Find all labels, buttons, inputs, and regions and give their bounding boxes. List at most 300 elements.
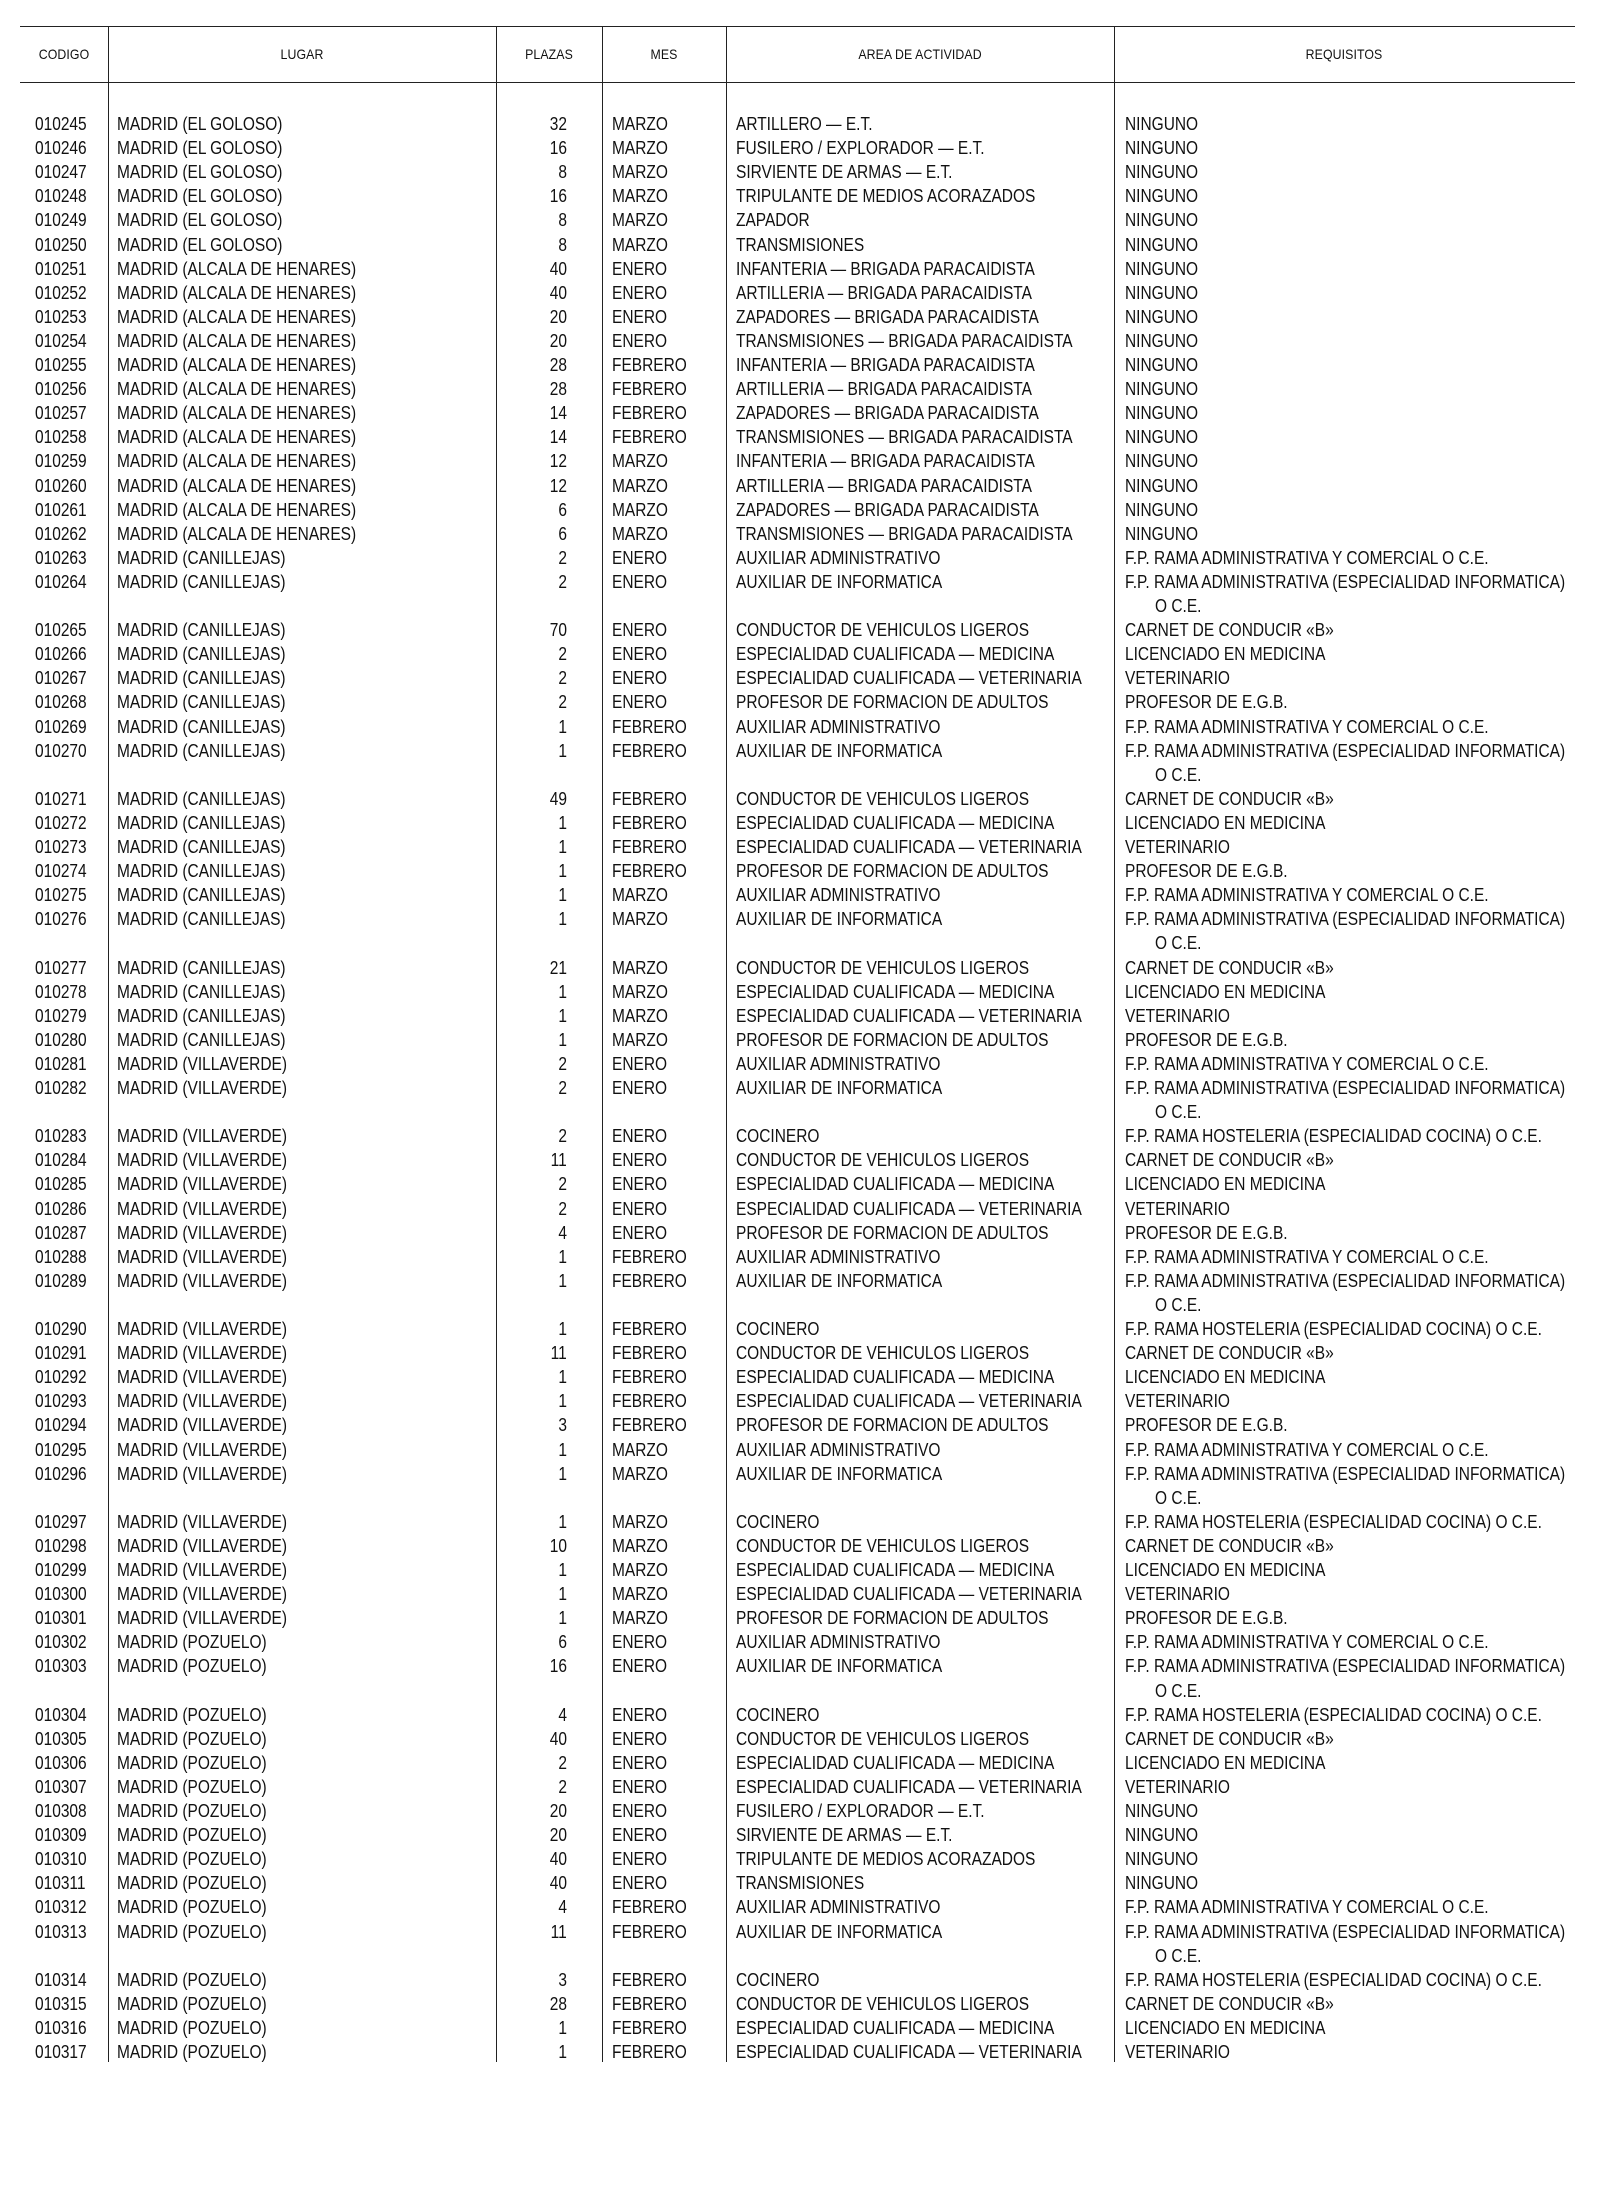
codigo-cell: 010279 — [35, 1005, 87, 1026]
area-cell: ESPECIALIDAD CUALIFICADA — MEDICINA — [736, 981, 1055, 1002]
table-row — [0, 1799, 1598, 1823]
codigo-cell: 010270 — [35, 740, 87, 761]
plazas-cell: 2 — [558, 1174, 567, 1195]
codigo-cell: 010262 — [35, 523, 87, 544]
requisitos-cell: F.P. RAMA ADMINISTRATIVA (ESPECIALIDAD INFORMATICA) — [1125, 1921, 1566, 1942]
requisitos-cell: NINGUNO — [1125, 114, 1199, 134]
requisitos-cell: VETERINARIO — [1125, 1776, 1230, 1797]
requisitos-cell: LICENCIADO EN MEDICINA — [1125, 1367, 1326, 1388]
plazas-cell: 20 — [549, 306, 567, 327]
codigo-cell: 010293 — [35, 1391, 87, 1412]
table-row — [0, 1775, 1598, 1799]
mes-cell: MARZO — [612, 499, 668, 520]
table-row — [0, 2016, 1598, 2040]
table-row — [0, 546, 1598, 570]
lugar-cell: MADRID (CANILLEJAS) — [117, 716, 286, 737]
mes-cell: FEBRERO — [612, 812, 687, 833]
mes-cell: MARZO — [612, 885, 668, 906]
mes-cell: ENERO — [612, 1825, 668, 1846]
area-cell: COCINERO — [736, 1126, 820, 1147]
mes-cell: FEBRERO — [612, 403, 687, 424]
codigo-cell: 010274 — [35, 861, 87, 882]
requisitos-cell: CARNET DE CONDUCIR «B» — [1125, 788, 1334, 809]
area-cell: PROFESOR DE FORMACION DE ADULTOS — [736, 1222, 1049, 1243]
table-row — [0, 1269, 1598, 1293]
area-cell: ESPECIALIDAD CUALIFICADA — VETERINARIA — [736, 1198, 1082, 1219]
codigo-cell: 010257 — [35, 403, 87, 424]
requisitos-cell: F.P. RAMA ADMINISTRATIVA Y COMERCIAL O C.E. — [1125, 1632, 1489, 1653]
codigo-cell: 010310 — [35, 1849, 87, 1870]
table-row — [0, 1703, 1598, 1727]
requisitos-cell: NINGUNO — [1125, 186, 1199, 207]
mes-cell: FEBRERO — [612, 2017, 687, 2038]
requisitos-cell: F.P. RAMA ADMINISTRATIVA (ESPECIALIDAD INFORMATICA) — [1125, 1078, 1566, 1098]
area-cell: CONDUCTOR DE VEHICULOS LIGEROS — [736, 1150, 1030, 1171]
area-cell: ZAPADORES — BRIGADA PARACAIDISTA — [736, 499, 1039, 520]
table-row — [0, 811, 1598, 835]
lugar-cell: MADRID (CANILLEJAS) — [117, 571, 286, 592]
area-cell: FUSILERO / EXPLORADOR — E.T. — [736, 1801, 985, 1821]
plazas-cell: 1 — [558, 885, 567, 906]
codigo-cell: 010271 — [35, 788, 87, 809]
lugar-cell: MADRID (CANILLEJAS) — [117, 909, 286, 930]
requisitos-continuation: O C.E. — [1155, 1945, 1202, 1966]
requisitos-continuation: O C.E. — [1155, 1102, 1202, 1123]
table-row — [0, 1197, 1598, 1221]
codigo-cell: 010267 — [35, 668, 87, 689]
lugar-cell: MADRID (VILLAVERDE) — [117, 1174, 288, 1195]
lugar-cell: MADRID (VILLAVERDE) — [117, 1150, 288, 1171]
codigo-cell: 010285 — [35, 1174, 87, 1195]
area-cell: TRANSMISIONES — [736, 1873, 865, 1894]
plazas-cell: 2 — [558, 1126, 567, 1147]
mes-cell: FEBRERO — [612, 1993, 687, 2014]
area-cell: AUXILIAR DE INFORMATICA — [736, 1463, 943, 1484]
table-row — [0, 498, 1598, 522]
lugar-cell: MADRID (POZUELO) — [117, 1632, 267, 1653]
lugar-cell: MADRID (POZUELO) — [117, 1849, 267, 1870]
lugar-cell: MADRID (VILLAVERDE) — [117, 1560, 288, 1580]
requisitos-cell: NINGUNO — [1125, 523, 1199, 544]
lugar-cell: MADRID (ALCALA DE HENARES) — [117, 330, 357, 351]
codigo-cell: 010265 — [35, 620, 87, 641]
codigo-cell: 010314 — [35, 1969, 87, 1990]
plazas-cell: 28 — [549, 355, 567, 375]
plazas-cell: 11 — [550, 1150, 567, 1171]
requisitos-cell: LICENCIADO EN MEDICINA — [1125, 1560, 1326, 1580]
plazas-cell: 2 — [558, 692, 567, 713]
codigo-cell: 010315 — [35, 1993, 87, 2014]
mes-cell: FEBRERO — [612, 1343, 687, 1364]
plazas-cell: 16 — [549, 138, 567, 159]
mes-cell: MARZO — [612, 1560, 668, 1580]
requisitos-cell: F.P. RAMA ADMINISTRATIVA Y COMERCIAL O C.E. — [1125, 1053, 1489, 1074]
mes-cell: ENERO — [612, 1752, 668, 1773]
mes-cell: MARZO — [612, 1005, 668, 1026]
lugar-cell: MADRID (CANILLEJAS) — [117, 788, 286, 809]
area-cell: AUXILIAR DE INFORMATICA — [736, 1270, 943, 1291]
table-row — [0, 570, 1598, 594]
mes-cell: FEBRERO — [612, 1415, 687, 1436]
requisitos-cell: NINGUNO — [1125, 162, 1199, 183]
lugar-cell: MADRID (EL GOLOSO) — [117, 210, 283, 231]
plazas-cell: 3 — [558, 1415, 567, 1436]
table-row — [0, 618, 1598, 642]
plazas-cell: 1 — [558, 1029, 567, 1050]
table-row — [0, 1389, 1598, 1413]
mes-cell: FEBRERO — [612, 1897, 687, 1918]
lugar-cell: MADRID (EL GOLOSO) — [117, 234, 283, 255]
codigo-cell: 010266 — [35, 644, 87, 665]
plazas-cell: 4 — [558, 1222, 567, 1243]
lugar-cell: MADRID (POZUELO) — [117, 2042, 267, 2062]
requisitos-cell: VETERINARIO — [1125, 837, 1230, 857]
codigo-cell: 010307 — [35, 1776, 87, 1797]
table-row — [0, 1582, 1598, 1606]
table-row — [0, 1895, 1598, 1919]
lugar-cell: MADRID (EL GOLOSO) — [117, 114, 283, 134]
mes-cell: ENERO — [612, 620, 668, 641]
area-cell: CONDUCTOR DE VEHICULOS LIGEROS — [736, 1728, 1030, 1749]
requisitos-cell: NINGUNO — [1125, 1801, 1199, 1821]
area-cell: ESPECIALIDAD CUALIFICADA — VETERINARIA — [736, 2042, 1082, 2062]
lugar-cell: MADRID (ALCALA DE HENARES) — [117, 355, 357, 375]
plazas-cell: 40 — [549, 1849, 567, 1870]
table-row — [0, 739, 1598, 763]
requisitos-cell: F.P. RAMA ADMINISTRATIVA Y COMERCIAL O C.E. — [1125, 716, 1489, 737]
lugar-cell: MADRID (VILLAVERDE) — [117, 1222, 288, 1243]
codigo-cell: 010299 — [35, 1560, 87, 1580]
area-cell: AUXILIAR DE INFORMATICA — [736, 1921, 943, 1942]
mes-cell: MARZO — [612, 234, 668, 255]
table-row — [0, 1076, 1598, 1100]
codigo-cell: 010303 — [35, 1656, 87, 1677]
table-row — [0, 1630, 1598, 1654]
area-cell: AUXILIAR ADMINISTRATIVO — [736, 1053, 941, 1074]
mes-cell: FEBRERO — [612, 788, 687, 809]
requisitos-cell: VETERINARIO — [1125, 2042, 1230, 2062]
codigo-cell: 010306 — [35, 1752, 87, 1773]
requisitos-cell: NINGUNO — [1125, 475, 1199, 496]
requisitos-cell: VETERINARIO — [1125, 1198, 1230, 1219]
table-row — [0, 377, 1598, 401]
codigo-cell: 010281 — [35, 1053, 87, 1074]
requisitos-cell: LICENCIADO EN MEDICINA — [1125, 812, 1326, 833]
table-row — [0, 1172, 1598, 1196]
area-cell: ESPECIALIDAD CUALIFICADA — VETERINARIA — [736, 1584, 1082, 1605]
codigo-cell: 010250 — [35, 234, 87, 255]
area-cell: FUSILERO / EXPLORADOR — E.T. — [736, 138, 985, 159]
lugar-cell: MADRID (POZUELO) — [117, 1704, 267, 1725]
plazas-cell: 2 — [558, 1198, 567, 1219]
table-row — [0, 883, 1598, 907]
codigo-cell: 010278 — [35, 981, 87, 1002]
lugar-cell: MADRID (POZUELO) — [117, 1728, 267, 1749]
mes-cell: ENERO — [612, 330, 668, 351]
table-row — [0, 281, 1598, 305]
table-row — [0, 666, 1598, 690]
header-plazas: PLAZAS — [525, 46, 573, 62]
plazas-cell: 32 — [549, 114, 567, 134]
mes-cell: ENERO — [612, 1849, 668, 1870]
requisitos-cell: F.P. RAMA ADMINISTRATIVA (ESPECIALIDAD INFORMATICA) — [1125, 1463, 1566, 1484]
plazas-cell: 28 — [549, 1993, 567, 2014]
lugar-cell: MADRID (VILLAVERDE) — [117, 1053, 288, 1074]
table-row — [0, 1052, 1598, 1076]
lugar-cell: MADRID (CANILLEJAS) — [117, 644, 286, 665]
area-cell: ESPECIALIDAD CUALIFICADA — MEDICINA — [736, 1560, 1055, 1580]
plazas-cell: 2 — [558, 1776, 567, 1797]
plazas-cell: 1 — [558, 1560, 567, 1580]
plazas-cell: 1 — [558, 1608, 567, 1629]
requisitos-continuation: O C.E. — [1155, 933, 1202, 954]
table-row — [0, 1871, 1598, 1895]
codigo-cell: 010280 — [35, 1029, 87, 1050]
requisitos-cell: NINGUNO — [1125, 451, 1199, 472]
header-lugar: LUGAR — [280, 46, 324, 62]
mes-cell: FEBRERO — [612, 427, 687, 448]
table-row — [0, 136, 1598, 160]
table-row — [0, 1221, 1598, 1245]
area-cell: ZAPADORES — BRIGADA PARACAIDISTA — [736, 306, 1039, 327]
codigo-cell: 010273 — [35, 837, 87, 857]
requisitos-continuation: O C.E. — [1155, 1294, 1202, 1315]
codigo-cell: 010246 — [35, 138, 87, 159]
requisitos-cell: PROFESOR DE E.G.B. — [1125, 861, 1288, 882]
table-row — [0, 1606, 1598, 1630]
requisitos-continuation: O C.E. — [1155, 596, 1202, 616]
area-cell: ESPECIALIDAD CUALIFICADA — MEDICINA — [736, 1752, 1055, 1773]
codigo-cell: 010248 — [35, 186, 87, 207]
table-row — [0, 1341, 1598, 1365]
codigo-cell: 010275 — [35, 885, 87, 906]
lugar-cell: MADRID (VILLAVERDE) — [117, 1511, 288, 1532]
plazas-cell: 1 — [558, 981, 567, 1002]
area-cell: COCINERO — [736, 1969, 820, 1990]
mes-cell: ENERO — [612, 1656, 668, 1677]
requisitos-cell: F.P. RAMA ADMINISTRATIVA Y COMERCIAL O C.E. — [1125, 1439, 1489, 1460]
codigo-cell: 010297 — [35, 1511, 87, 1532]
plazas-cell: 10 — [549, 1535, 567, 1556]
mes-cell: MARZO — [612, 981, 668, 1002]
lugar-cell: MADRID (VILLAVERDE) — [117, 1415, 288, 1436]
lugar-cell: MADRID (ALCALA DE HENARES) — [117, 451, 357, 472]
codigo-cell: 010290 — [35, 1319, 87, 1339]
codigo-cell: 010301 — [35, 1608, 87, 1629]
requisitos-cell: PROFESOR DE E.G.B. — [1125, 1029, 1288, 1050]
codigo-cell: 010296 — [35, 1463, 87, 1484]
table-row — [0, 859, 1598, 883]
codigo-cell: 010308 — [35, 1801, 87, 1821]
mes-cell: ENERO — [612, 1222, 668, 1243]
plazas-cell: 8 — [558, 162, 567, 183]
lugar-cell: MADRID (ALCALA DE HENARES) — [117, 523, 357, 544]
plazas-cell: 1 — [558, 1319, 567, 1339]
lugar-cell: MADRID (VILLAVERDE) — [117, 1343, 288, 1364]
lugar-cell: MADRID (ALCALA DE HENARES) — [117, 499, 357, 520]
lugar-cell: MADRID (ALCALA DE HENARES) — [117, 258, 357, 279]
requisitos-cell: LICENCIADO EN MEDICINA — [1125, 981, 1326, 1002]
requisitos-cell: NINGUNO — [1125, 282, 1199, 303]
plazas-cell: 14 — [549, 427, 567, 448]
lugar-cell: MADRID (CANILLEJAS) — [117, 1005, 286, 1026]
lugar-cell: MADRID (CANILLEJAS) — [117, 740, 286, 761]
area-cell: AUXILIAR ADMINISTRATIVO — [736, 547, 941, 568]
codigo-cell: 010254 — [35, 330, 87, 351]
area-cell: INFANTERIA — BRIGADA PARACAIDISTA — [736, 355, 1035, 375]
requisitos-cell: NINGUNO — [1125, 234, 1199, 255]
mes-cell: FEBRERO — [612, 1969, 687, 1990]
lugar-cell: MADRID (CANILLEJAS) — [117, 885, 286, 906]
area-cell: AUXILIAR DE INFORMATICA — [736, 571, 943, 592]
area-cell: CONDUCTOR DE VEHICULOS LIGEROS — [736, 788, 1030, 809]
mes-cell: MARZO — [612, 523, 668, 544]
plazas-cell: 20 — [549, 330, 567, 351]
mes-cell: ENERO — [612, 1198, 668, 1219]
requisitos-cell: F.P. RAMA ADMINISTRATIVA Y COMERCIAL O C.E. — [1125, 547, 1489, 568]
table-row — [0, 642, 1598, 666]
plazas-cell: 1 — [558, 740, 567, 761]
table-row — [0, 787, 1598, 811]
requisitos-cell: F.P. RAMA HOSTELERIA (ESPECIALIDAD COCINA) O C.E. — [1125, 1126, 1542, 1147]
plazas-cell: 11 — [550, 1921, 567, 1942]
codigo-cell: 010263 — [35, 547, 87, 568]
area-cell: CONDUCTOR DE VEHICULOS LIGEROS — [736, 957, 1030, 978]
codigo-cell: 010259 — [35, 451, 87, 472]
lugar-cell: MADRID (VILLAVERDE) — [117, 1198, 288, 1219]
mes-cell: FEBRERO — [612, 379, 687, 400]
area-cell: AUXILIAR ADMINISTRATIVO — [736, 716, 941, 737]
area-cell: SIRVIENTE DE ARMAS — E.T. — [736, 162, 953, 183]
lugar-cell: MADRID (VILLAVERDE) — [117, 1126, 288, 1147]
table-row — [0, 1558, 1598, 1582]
requisitos-cell: VETERINARIO — [1125, 1584, 1230, 1605]
mes-cell: FEBRERO — [612, 740, 687, 761]
plazas-cell: 1 — [558, 716, 567, 737]
lugar-cell: MADRID (VILLAVERDE) — [117, 1319, 288, 1339]
codigo-cell: 010252 — [35, 282, 87, 303]
table-row — [0, 1462, 1598, 1486]
codigo-cell: 010247 — [35, 162, 87, 183]
area-cell: ARTILLERO — E.T. — [736, 114, 873, 134]
mes-cell: ENERO — [612, 1053, 668, 1074]
area-cell: SIRVIENTE DE ARMAS — E.T. — [736, 1825, 953, 1846]
lugar-cell: MADRID (POZUELO) — [117, 1969, 267, 1990]
table-row — [0, 1245, 1598, 1269]
plazas-cell: 40 — [549, 258, 567, 279]
area-cell: ZAPADORES — BRIGADA PARACAIDISTA — [736, 403, 1039, 424]
lugar-cell: MADRID (EL GOLOSO) — [117, 186, 283, 207]
mes-cell: FEBRERO — [612, 1270, 687, 1291]
plazas-cell: 49 — [549, 788, 567, 809]
lugar-cell: MADRID (CANILLEJAS) — [117, 837, 286, 857]
plazas-cell: 20 — [549, 1825, 567, 1846]
requisitos-cell: NINGUNO — [1125, 258, 1199, 279]
requisitos-cell: LICENCIADO EN MEDICINA — [1125, 2017, 1326, 2038]
lugar-cell: MADRID (POZUELO) — [117, 1752, 267, 1773]
area-cell: AUXILIAR ADMINISTRATIVO — [736, 1897, 941, 1918]
plazas-cell: 1 — [558, 1584, 567, 1605]
area-cell: ESPECIALIDAD CUALIFICADA — MEDICINA — [736, 1174, 1055, 1195]
table-row — [0, 1438, 1598, 1462]
mes-cell: ENERO — [612, 306, 668, 327]
table-row — [0, 112, 1598, 136]
lugar-cell: MADRID (EL GOLOSO) — [117, 162, 283, 183]
plazas-cell: 1 — [558, 1005, 567, 1026]
codigo-cell: 010272 — [35, 812, 87, 833]
plazas-cell: 16 — [549, 186, 567, 207]
lugar-cell: MADRID (ALCALA DE HENARES) — [117, 427, 357, 448]
codigo-cell: 010291 — [35, 1343, 87, 1364]
lugar-cell: MADRID (POZUELO) — [117, 1776, 267, 1797]
codigo-cell: 010317 — [35, 2042, 87, 2062]
requisitos-continuation: O C.E. — [1155, 1487, 1202, 1508]
area-cell: TRANSMISIONES — BRIGADA PARACAIDISTA — [736, 427, 1073, 448]
lugar-cell: MADRID (POZUELO) — [117, 1897, 267, 1918]
requisitos-cell: F.P. RAMA ADMINISTRATIVA (ESPECIALIDAD INFORMATICA) — [1125, 1270, 1566, 1291]
requisitos-cell: F.P. RAMA ADMINISTRATIVA (ESPECIALIDAD INFORMATICA) — [1125, 1656, 1566, 1677]
lugar-cell: MADRID (VILLAVERDE) — [117, 1608, 288, 1629]
table-row — [0, 425, 1598, 449]
area-cell: ESPECIALIDAD CUALIFICADA — MEDICINA — [736, 812, 1055, 833]
codigo-cell: 010302 — [35, 1632, 87, 1653]
plazas-cell: 40 — [549, 1728, 567, 1749]
area-cell: COCINERO — [736, 1511, 820, 1532]
plazas-cell: 14 — [549, 403, 567, 424]
header-mes: MES — [650, 46, 678, 62]
table-row — [0, 690, 1598, 714]
requisitos-cell: NINGUNO — [1125, 138, 1199, 159]
codigo-cell: 010251 — [35, 258, 87, 279]
table-row — [0, 980, 1598, 1004]
table-row — [0, 715, 1598, 739]
plazas-cell: 4 — [558, 1704, 567, 1725]
mes-cell: FEBRERO — [612, 1246, 687, 1267]
mes-cell: ENERO — [612, 1873, 668, 1894]
plazas-cell: 70 — [549, 620, 567, 641]
mes-cell: MARZO — [612, 210, 668, 231]
plazas-cell: 1 — [558, 2042, 567, 2062]
requisitos-cell: F.P. RAMA HOSTELERIA (ESPECIALIDAD COCINA) O C.E. — [1125, 1511, 1542, 1532]
lugar-cell: MADRID (ALCALA DE HENARES) — [117, 282, 357, 303]
mes-cell: MARZO — [612, 162, 668, 183]
area-cell: TRANSMISIONES — BRIGADA PARACAIDISTA — [736, 523, 1073, 544]
plazas-cell: 21 — [549, 957, 567, 978]
plazas-cell: 1 — [558, 861, 567, 882]
mes-cell: ENERO — [612, 258, 668, 279]
mes-cell: MARZO — [612, 114, 668, 134]
requisitos-cell: F.P. RAMA ADMINISTRATIVA (ESPECIALIDAD INFORMATICA) — [1125, 740, 1566, 761]
requisitos-cell: NINGUNO — [1125, 427, 1199, 448]
codigo-cell: 010300 — [35, 1584, 87, 1605]
lugar-cell: MADRID (CANILLEJAS) — [117, 861, 286, 882]
table-row — [0, 233, 1598, 257]
table-row — [0, 1654, 1598, 1678]
codigo-cell: 010289 — [35, 1270, 87, 1291]
codigo-cell: 010288 — [35, 1246, 87, 1267]
plazas-cell: 1 — [558, 1439, 567, 1460]
lugar-cell: MADRID (POZUELO) — [117, 1921, 267, 1942]
lugar-cell: MADRID (VILLAVERDE) — [117, 1246, 288, 1267]
requisitos-cell: LICENCIADO EN MEDICINA — [1125, 1174, 1326, 1195]
plazas-cell: 2 — [558, 1078, 567, 1098]
codigo-cell: 010313 — [35, 1921, 87, 1942]
requisitos-cell: PROFESOR DE E.G.B. — [1125, 1415, 1288, 1436]
plazas-cell: 2 — [558, 668, 567, 689]
plazas-cell: 1 — [558, 909, 567, 930]
codigo-cell: 010312 — [35, 1897, 87, 1918]
lugar-cell: MADRID (VILLAVERDE) — [117, 1391, 288, 1412]
